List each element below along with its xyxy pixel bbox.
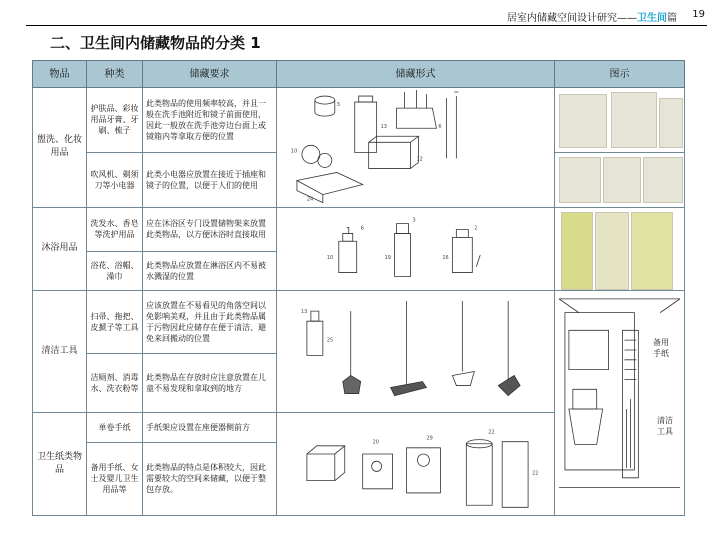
requirement-cell: 应该放置在不易看见的角落空间以免影响美观，并且由于此类物品属于污物因此应储存在便于清洁、避免来回搬动的位置 <box>143 290 277 353</box>
illustration-toiletries-caddy <box>555 88 685 153</box>
requirement-cell: 此类物品的使用频率较高，并且一般在洗手池附近和镜子前面使用，因此一般放在洗手池旁边台面上或镜箱内等拿取方便的位置 <box>143 88 277 153</box>
requirement-cell: 此类物品应放置在淋浴区内不易被水溅湿的位置 <box>143 252 277 291</box>
requirement-cell: 此类物品在存放时应注意放置在儿童不易发现和拿取到的地方 <box>143 353 277 412</box>
table-header-row <box>33 61 685 88</box>
form-sketch-cleaning <box>277 290 555 412</box>
col-header-form: 储藏形式 <box>277 61 555 88</box>
table-row <box>33 290 685 353</box>
svg-text:22: 22 <box>532 469 539 477</box>
running-title-accent: 卫生间 <box>637 13 667 24</box>
label-cleaning-tools: 清洁工具 <box>657 415 673 436</box>
form-sketch-bath <box>277 207 555 290</box>
illustration-hair-dryer-shelf <box>555 152 685 207</box>
svg-text:10: 10 <box>326 254 334 261</box>
svg-text:3: 3 <box>412 217 416 224</box>
svg-text:3: 3 <box>336 102 340 109</box>
classification-table <box>32 60 685 516</box>
svg-text:16: 16 <box>442 254 449 261</box>
cleaning-sketch <box>277 291 554 412</box>
illustration-bath-niche <box>555 207 685 290</box>
svg-text:25: 25 <box>326 337 334 344</box>
svg-text:22: 22 <box>488 428 495 436</box>
kind-cell: 护肤品、彩妆用品牙膏、牙刷、梳子 <box>87 88 143 153</box>
svg-text:29: 29 <box>426 435 433 442</box>
header-rule <box>26 25 707 26</box>
table-row <box>33 88 685 153</box>
form-sketch-paper <box>277 412 555 515</box>
requirement-cell: 此类物品的特点是体积较大，因此需要较大的空间来储藏，以便于整包存放。 <box>143 442 277 515</box>
item-cell-cleaning: 清洁工具 <box>33 290 87 412</box>
svg-text:24: 24 <box>306 196 314 203</box>
page-title: 二、卫生间内储藏物品的分类 1 <box>50 34 261 52</box>
running-title-suffix: 篇 <box>667 13 677 24</box>
svg-text:6: 6 <box>360 225 364 232</box>
requirement-cell: 手纸架应设置在座便器侧前方 <box>143 412 277 442</box>
label-spare-paper: 备用手纸 <box>653 337 669 358</box>
requirement-cell: 此类小电器应放置在接近于插座和镜子的位置，以便于人们的使用 <box>143 152 277 207</box>
form-sketch-toiletries <box>277 88 555 208</box>
svg-text:12: 12 <box>416 156 423 163</box>
col-header-requirement: 储藏要求 <box>143 61 277 88</box>
col-header-item: 物品 <box>33 61 87 88</box>
bath-sketch <box>277 208 554 290</box>
requirement-cell: 应在沐浴区专门设置储物架来放置此类物品，以方便沐浴时直接取用 <box>143 207 277 252</box>
paper-sketch <box>277 413 554 515</box>
kind-cell: 扫帚、拖把、皮搋子等工具 <box>87 290 143 353</box>
svg-text:13: 13 <box>380 124 387 131</box>
table-row <box>33 207 685 252</box>
svg-text:2: 2 <box>474 225 478 232</box>
page-number: 19 <box>692 9 705 20</box>
item-cell-paper: 卫生纸类物品 <box>33 412 87 515</box>
kind-cell: 吹风机、剃须刀等小电器 <box>87 152 143 207</box>
item-cell-toiletries: 盥洗、化妆用品 <box>33 88 87 208</box>
toilet-storage-sketch <box>555 291 684 515</box>
kind-cell: 单卷手纸 <box>87 412 143 442</box>
kind-cell: 洁厕剂、消毒水、洗衣粉等 <box>87 353 143 412</box>
toiletries-sketch <box>277 88 554 207</box>
kind-cell: 洗发水、香皂等洗护用品 <box>87 207 143 252</box>
illustration-toilet-storage <box>555 290 685 515</box>
item-cell-bath: 沐浴用品 <box>33 207 87 290</box>
kind-cell: 浴花、浴帽、澡巾 <box>87 252 143 291</box>
svg-text:6: 6 <box>438 124 442 131</box>
svg-text:10: 10 <box>290 148 298 155</box>
running-title: 居室内储藏空间设计研究——卫生间篇 <box>507 13 677 24</box>
col-header-illustration: 图示 <box>555 61 685 88</box>
svg-text:20: 20 <box>372 439 380 446</box>
col-header-kind: 种类 <box>87 61 143 88</box>
page-header <box>0 0 725 28</box>
kind-cell: 备用手纸、女士及婴儿卫生用品等 <box>87 442 143 515</box>
svg-text:19: 19 <box>384 254 391 261</box>
svg-text:13: 13 <box>300 308 308 315</box>
